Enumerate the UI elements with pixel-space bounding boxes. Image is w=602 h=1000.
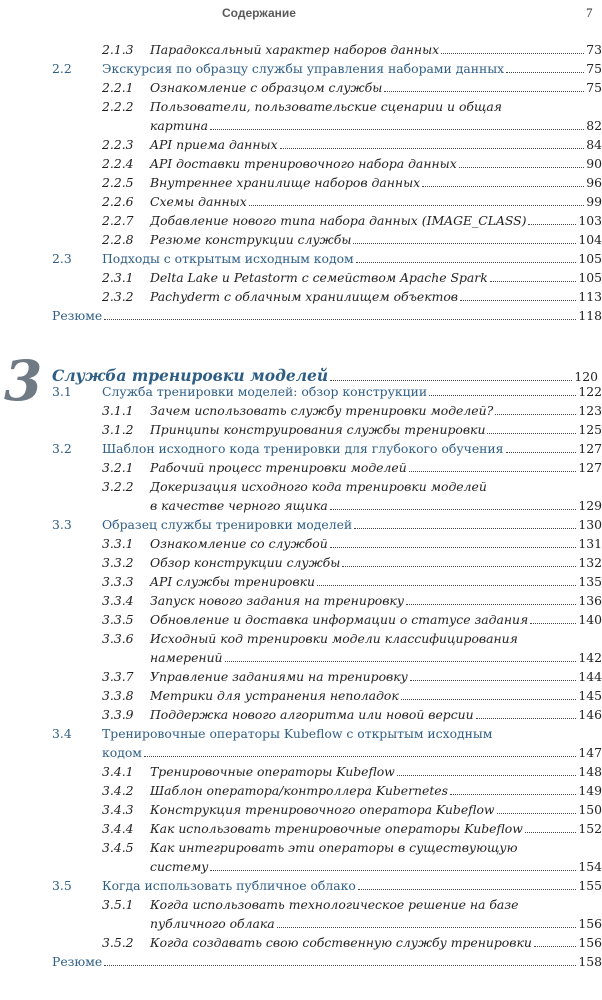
toc-entry-number: 3.2.1 [102,460,134,475]
toc-entry-title: Delta Lake и Petastorm с семейством Apache Spark [150,270,488,285]
toc-entry-number: 3.4.1 [102,764,134,779]
dot-leader [406,604,576,605]
toc-entry-page-number: 73 [586,42,602,57]
toc-entry-title: Парадоксальный характер наборов данных [150,42,440,57]
page-header [0,0,602,30]
toc-entry-title: Образец службы тренировки моделей [102,517,353,532]
toc-entry-page-number: 123 [578,403,602,418]
toc-entry-page-number: 90 [586,156,602,171]
dot-leader [330,509,577,510]
toc-entry-page-number: 142 [578,650,602,665]
toc-entry-number: 3.4.2 [102,783,134,798]
toc-entry-page-number: 75 [586,61,602,76]
toc-entry-title: API доставки тренировочного набора данных [150,156,457,171]
toc-entry-number: 2.2.7 [102,213,134,228]
dot-leader [358,889,576,890]
toc-entry-number: 2.2.1 [102,80,134,95]
dot-leader [429,395,576,396]
toc-entry-title: Зачем использовать службу тренировки моделей? [150,403,494,418]
toc-entry-title: Как использовать тренировочные операторы Kubeflow [150,821,523,836]
toc-entry-page-number: 130 [578,517,602,532]
toc-entry-page-number: 146 [578,707,602,722]
dot-leader [280,148,585,149]
toc-entry-page-number: 144 [578,669,602,684]
toc-entry-number: 3.3 [52,517,72,532]
toc-entry-title: Обновление и доставка информации о статусе задания [150,612,529,627]
toc-entry-title: Поддержка нового алгоритма или новой версии [150,707,474,722]
toc-entry-page-number: 132 [578,555,602,570]
toc-entry-page-number: 84 [586,137,602,152]
toc-entry-title: Запуск нового задания на тренировку [150,593,405,608]
toc-entry-title: картина [150,118,208,133]
dot-leader [353,243,576,244]
toc-entry-page-number: 103 [578,213,602,228]
dot-leader [356,262,577,263]
dot-leader [225,661,577,662]
toc-entry-number: 3.3.9 [102,707,134,722]
toc-entry-title: Подходы с открытым исходным кодом [102,251,354,266]
toc-entry-title: систему [150,859,209,874]
toc-entry-number: 2.1.3 [102,42,134,57]
dot-leader [144,756,576,757]
toc-entry-number: 3.2 [52,441,72,456]
toc-entry-title: Когда создавать свою собственную службу тренировки [150,935,532,950]
toc-entry-number: 3.5.1 [102,897,134,912]
toc-entry-number: 3.3.6 [102,631,134,646]
toc-entry-page-number: 152 [578,821,602,836]
toc-entry-page-number: 155 [578,878,602,893]
toc-entry-title: Рабочий процесс тренировки моделей [150,460,407,475]
toc-entry-title: Когда использовать публичное облако [102,878,356,893]
toc-entry-page-number: 96 [586,175,602,190]
toc-entry-number: 3.2.2 [102,479,134,494]
dot-leader [490,281,577,282]
toc-entry-number: 3.3.8 [102,688,134,703]
chapter-number: 3 [4,348,43,413]
toc-entry-number: 2.2.2 [102,99,134,114]
toc-entry-title: Резюме конструкции службы [150,232,352,247]
toc-entry-number: 3.3.4 [102,593,134,608]
toc-entry-title: Служба тренировки моделей: обзор конструкции [102,384,428,399]
toc-entry-title: Добавление нового типа набора данных (IMAGE_CLASS) [150,213,527,228]
toc-entry-number: 3.5 [52,878,72,893]
toc-entry-number: 3.3.5 [102,612,134,627]
toc-entry-page-number: 158 [578,954,602,969]
toc-entry-page-number: 149 [578,783,602,798]
dot-leader [277,927,577,928]
toc-entry-number: 3.1.2 [102,422,134,437]
toc-entry-title: Pachyderm с облачным хранилищем объектов [150,289,459,304]
dot-leader [401,699,577,700]
dot-leader [497,813,577,814]
dot-leader [441,53,584,54]
chapter-page-number: 120 [574,369,598,384]
toc-entry-page-number: 122 [578,384,602,399]
chapter-title: Служба тренировки моделей [52,366,329,385]
toc-entry-number: 2.2 [52,61,72,76]
toc-entry-title: Тренировочные операторы Kubeflow [150,764,395,779]
dot-leader [104,965,576,966]
toc-entry-title: Исходный код тренировки модели классифицирования [150,631,518,646]
toc-entry-number: 2.2.6 [102,194,134,209]
toc-entry-number: 3.5.2 [102,935,134,950]
dot-leader [525,832,577,833]
dot-leader [249,205,584,206]
toc-entry-page-number: 125 [578,422,602,437]
toc-entry-page-number: 129 [578,498,602,513]
toc-entry-title: Принципы конструирования службы тренировки [150,422,486,437]
dot-leader [210,129,584,130]
toc-entry-title: Когда использовать технологическое решение на базе [150,897,519,912]
toc-entry-number: 2.3.2 [102,289,134,304]
toc-entry-title: Шаблон оператора/контроллера Kubernetes [150,783,448,798]
dot-leader [354,528,576,529]
toc-entry-page-number: 75 [586,80,602,95]
toc-entry-title: в качестве черного ящика [150,498,328,513]
toc-entry-title: Схемы данных [150,194,247,209]
dot-leader [460,300,576,301]
toc-entry-title: Обзор конструкции службы [150,555,341,570]
toc-entry-number: 2.3.1 [102,270,134,285]
toc-entry-number: 3.4.5 [102,840,134,855]
dot-leader [422,186,584,187]
dot-leader [342,566,576,567]
toc-entry-number: 3.3.2 [102,555,134,570]
toc-entry-title: Конструкция тренировочного оператора Kubeflow [150,802,495,817]
toc-entry-number: 3.1.1 [102,403,134,418]
toc-entry-title: Как интегрировать эти операторы в существующую [150,840,518,855]
running-header-title: Содержание [222,6,296,20]
toc-entry-title: Пользователи, пользовательские сценарии и общая [150,99,502,114]
toc-entry-page-number: 127 [578,460,602,475]
toc-entry-title: Управление заданиями на тренировку [150,669,408,684]
toc-entry-title: API службы тренировки [150,574,315,589]
dot-leader [384,91,584,92]
toc-entry-title: Резюме [52,954,103,969]
toc-entry-page-number: 145 [578,688,602,703]
toc-entry-title: Экскурсия по образцу службы управления наборами данных [102,61,505,76]
dot-leader [506,452,577,453]
dot-leader [410,680,576,681]
toc-entry-page-number: 156 [578,916,602,931]
toc-entry-page-number: 82 [586,118,602,133]
toc-entry-page-number: 156 [578,935,602,950]
toc-entry-title: Резюме [52,308,103,323]
toc-entry-title: Шаблон исходного кода тренировки для глубокого обучения [102,441,504,456]
dot-leader [210,870,576,871]
toc-entry-title: кодом [102,745,142,760]
toc-entry-title: намерений [150,650,223,665]
toc-entry-number: 3.4.3 [102,802,134,817]
toc-entry-title: Ознакомление с образцом службы [150,80,383,95]
dot-leader [317,585,576,586]
toc-entry-number: 3.3.1 [102,536,134,551]
dot-leader [330,380,572,381]
toc-entry-title: Докеризация исходного кода тренировки моделей [150,479,487,494]
toc-entry-number: 2.2.3 [102,137,134,152]
toc-entry-page-number: 135 [578,574,602,589]
dot-leader [104,319,576,320]
toc-entry-number: 3.4.4 [102,821,134,836]
toc-entry-number: 2.2.5 [102,175,134,190]
dot-leader [409,471,577,472]
dot-leader [495,414,576,415]
toc-entry-page-number: 105 [578,251,602,266]
toc-entry-page-number: 140 [578,612,602,627]
toc-entry-number: 3.3.7 [102,669,134,684]
toc-entry-number: 2.3 [52,251,72,266]
toc-entry-number: 3.3.3 [102,574,134,589]
toc-entry-page-number: 99 [586,194,602,209]
toc-entry-title: публичного облака [150,916,275,931]
toc-entry-page-number: 131 [578,536,602,551]
toc-entry-page-number: 136 [578,593,602,608]
toc-entry-number: 3.4 [52,726,72,741]
toc-entry-page-number: 113 [578,289,602,304]
dot-leader [330,547,577,548]
dot-leader [534,946,576,947]
toc-entry-title: Метрики для устранения неполадок [150,688,399,703]
toc-entry-title: Ознакомление со службой [150,536,328,551]
toc-entry-page-number: 127 [578,441,602,456]
dot-leader [459,167,585,168]
toc-entry-page-number: 154 [578,859,602,874]
toc-entry-title: Внутреннее хранилище наборов данных [150,175,421,190]
dot-leader [487,433,576,434]
dot-leader [506,72,584,73]
toc-entry-number: 2.2.8 [102,232,134,247]
dot-leader [397,775,577,776]
toc-entry-title: Тренировочные операторы Kubeflow с открытым исходным [102,726,493,741]
toc-entry-page-number: 105 [578,270,602,285]
dot-leader [530,623,576,624]
toc-entry-page-number: 147 [578,745,602,760]
toc-entry-page-number: 104 [578,232,602,247]
dot-leader [476,718,577,719]
toc-entry-page-number: 148 [578,764,602,779]
toc-entry-number: 2.2.4 [102,156,134,171]
toc-entry-page-number: 118 [578,308,602,323]
toc-entry-page-number: 150 [578,802,602,817]
dot-leader [450,794,576,795]
running-header-page-number: 7 [586,5,593,20]
toc-entry-number: 3.1 [52,384,72,399]
dot-leader [528,224,576,225]
toc-entry-title: API приема данных [150,137,278,152]
